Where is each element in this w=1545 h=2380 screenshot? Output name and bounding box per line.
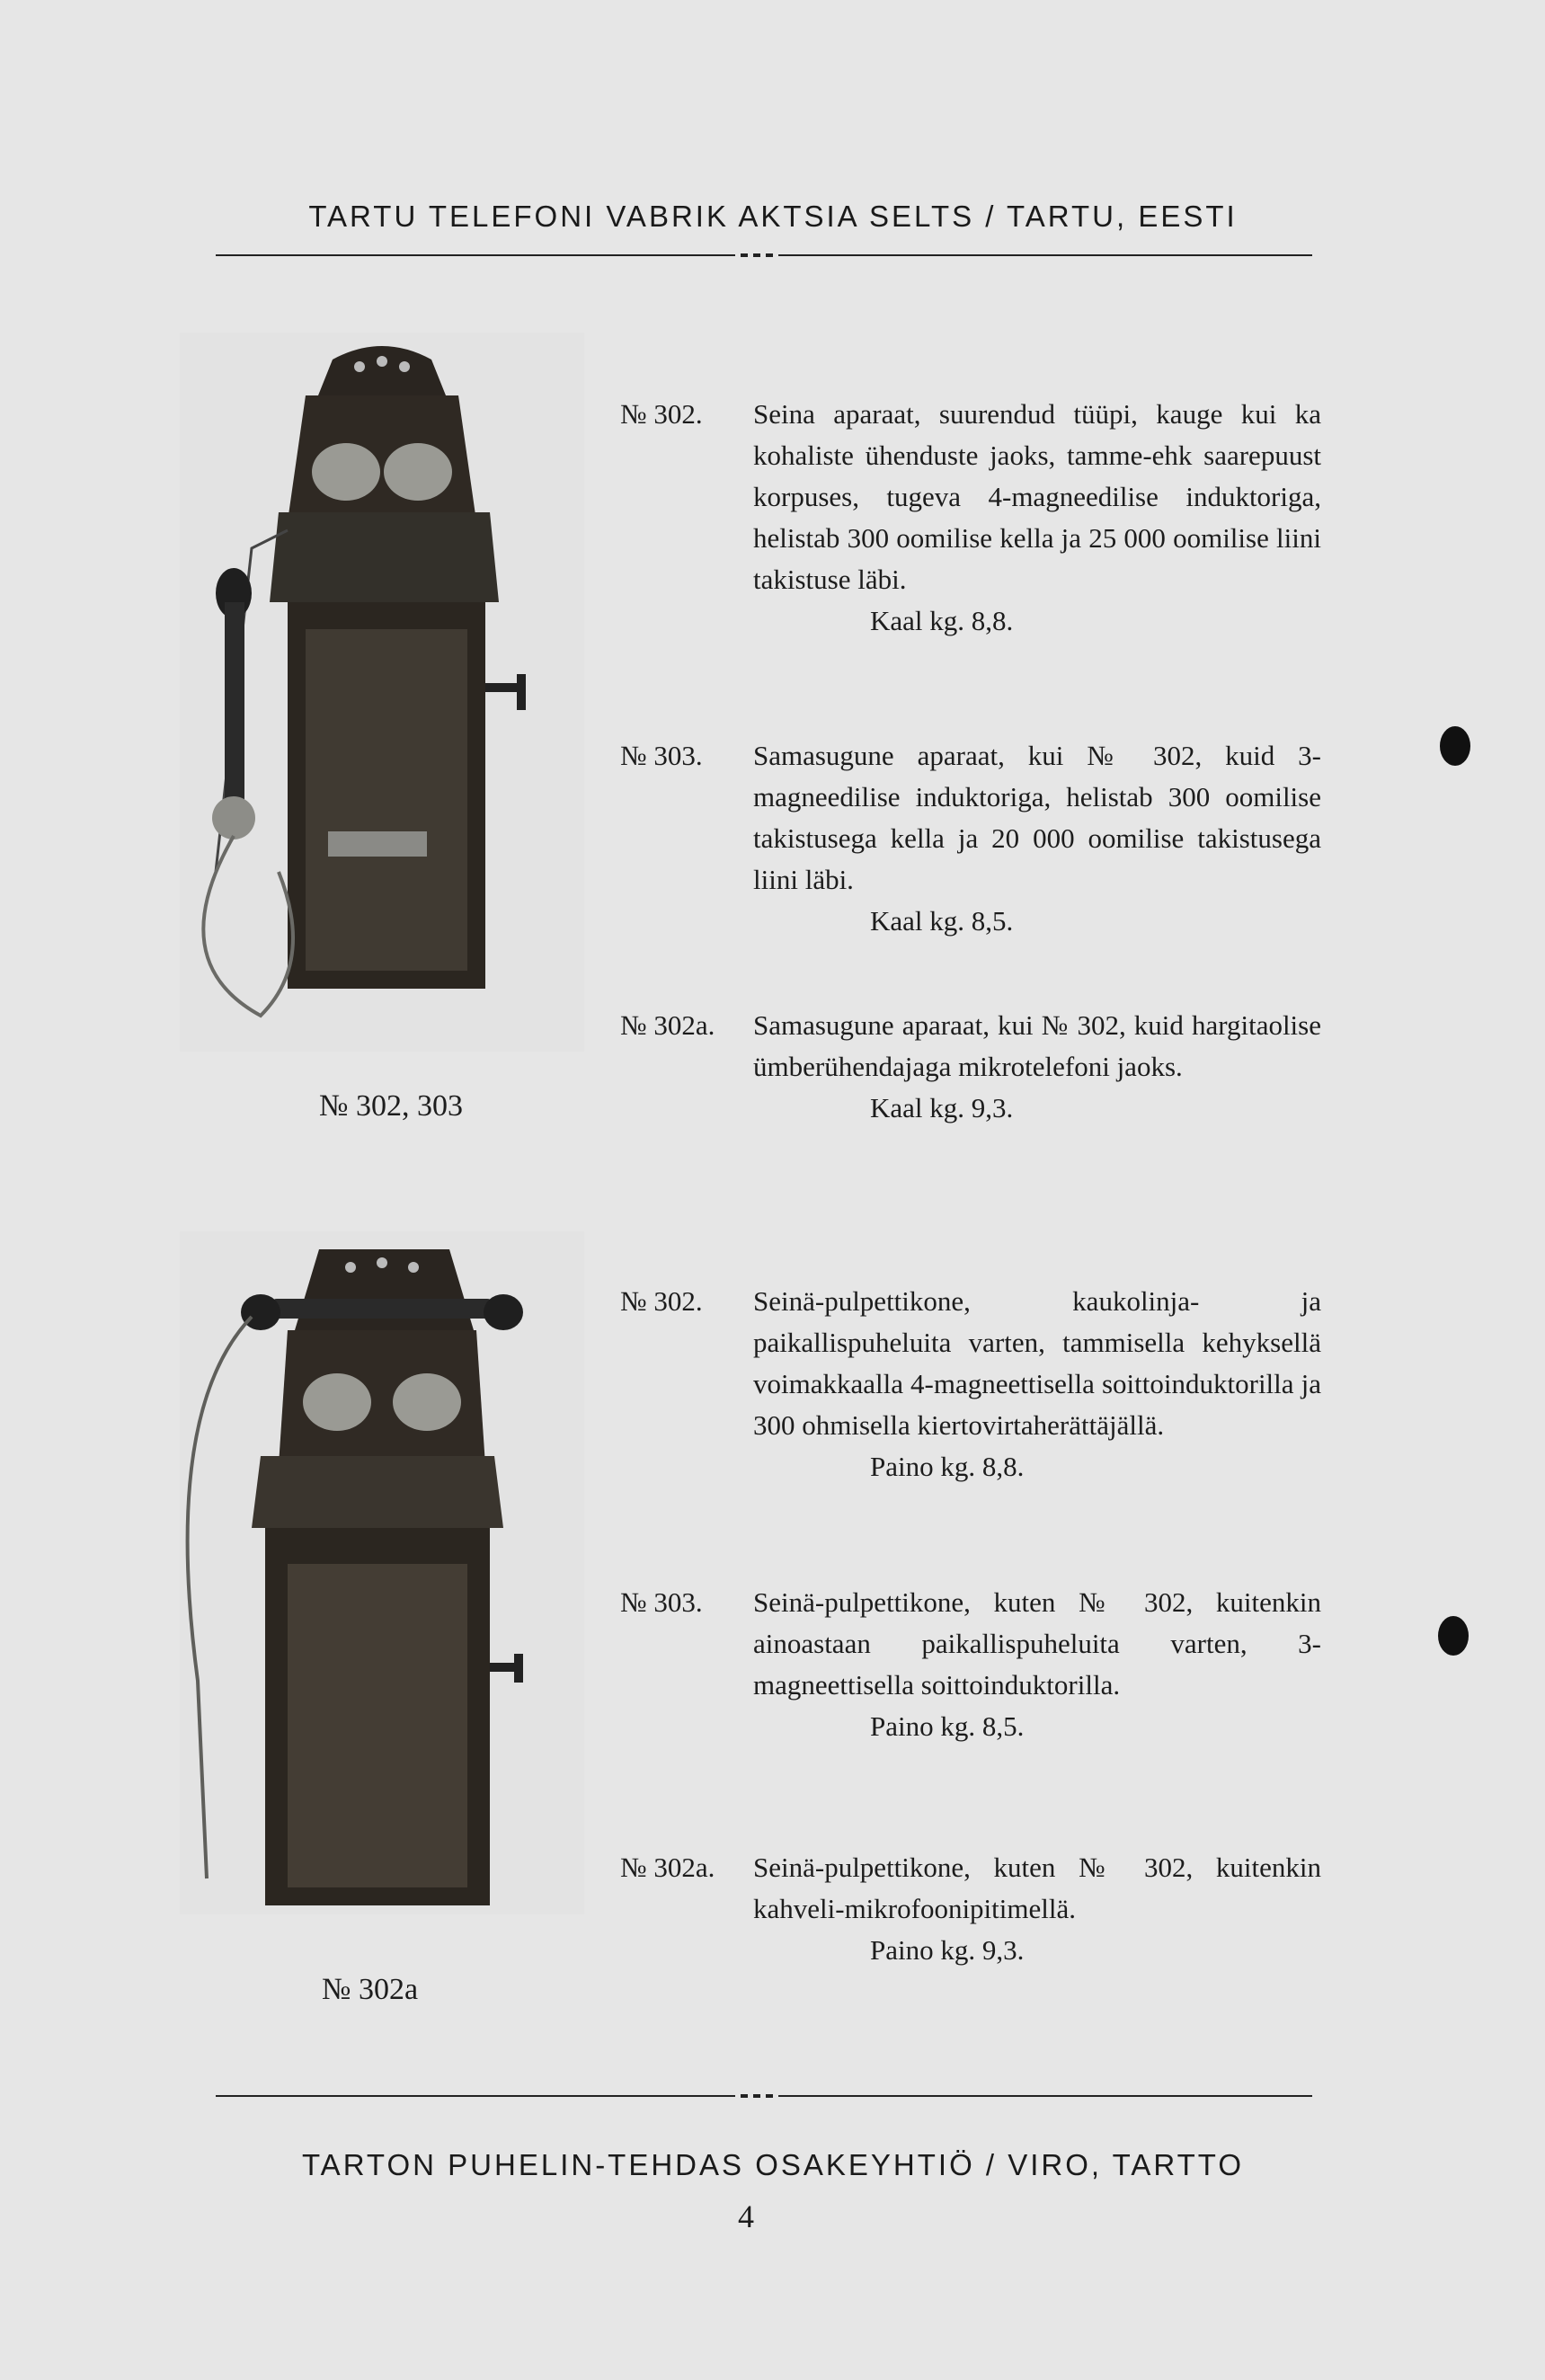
- entry-description: Seina aparaat, suurendud tüüpi, kauge kui ka kohaliste ühenduste jaoks, tamme-ehk saarepuust korpuses, tugeva 4-magneedilise induktoriga, helistab 300 oomilise kella ja 25 000 oomilise liini takistuse läbi.: [753, 398, 1321, 595]
- punch-hole-icon: [1438, 1616, 1469, 1656]
- page-number: 4: [738, 2198, 754, 2234]
- catalog-entry: [620, 1847, 1321, 1971]
- entry-description: Samasugune aparaat, kui № 302, kuid 3-magneedilise induktoriga, helistab 300 oomilise takistusega kella ja 20 000 oomilise takistusega liini läbi.: [753, 740, 1321, 895]
- entry-number: № 303.: [620, 740, 703, 771]
- photo-caption: № 302a: [322, 1973, 419, 2006]
- entry-number: № 302.: [620, 398, 703, 430]
- entry-description: Seinä-pulpettikone, kaukolinja- ja paikallispuheluita varten, tammisella kehyksellä voimakkaalla 4-magneettisella soittoinduktorilla ja 300 ohmisella kiertovirtaherättäjällä.: [753, 1285, 1321, 1441]
- page-header: TARTU TELEFONI VABRIK AKTSIA SELTS / TARTU, EESTI: [308, 200, 1238, 233]
- catalog-entry: [620, 735, 1321, 942]
- entry-number: № 302a.: [620, 1009, 715, 1041]
- wall-desk-telephone-icon: [180, 1231, 584, 1914]
- catalog-entry: [620, 1582, 1321, 1747]
- entry-weight: Kaal kg. 9,3.: [870, 1092, 1014, 1123]
- entry-weight: Paino kg. 8,5.: [870, 1710, 1025, 1742]
- wall-telephone-photo: [180, 333, 584, 1052]
- wall-telephone-icon: [180, 333, 584, 1052]
- entry-number: № 303.: [620, 1586, 703, 1618]
- entry-description: Seinä-pulpettikone, kuten № 302, kuitenkin kahveli-mikrofoonipitimellä.: [753, 1852, 1321, 1924]
- entry-weight: Kaal kg. 8,5.: [870, 905, 1014, 937]
- entry-description: Seinä-pulpettikone, kuten № 302, kuitenkin ainoastaan paikallispuheluita varten, 3-magneettisella soittoinduktorilla.: [753, 1586, 1321, 1701]
- entry-number: № 302.: [620, 1285, 703, 1317]
- footer-rule: [216, 2094, 1312, 2098]
- entry-weight: Paino kg. 9,3.: [870, 1934, 1025, 1966]
- entry-weight: Kaal kg. 8,8.: [870, 605, 1014, 636]
- page-footer: TARTON PUHELIN-TEHDAS OSAKEYHTIÖ / VIRO, TARTTO: [301, 2148, 1245, 2181]
- photo-caption: № 302, 303: [319, 1089, 463, 1123]
- entry-description: Samasugune aparaat, kui № 302, kuid hargitaolise ümberühendajaga mikrotelefoni jaoks.: [753, 1009, 1321, 1082]
- catalog-entry: [620, 1005, 1321, 1129]
- catalog-entry: [620, 1281, 1321, 1488]
- entry-number: № 302a.: [620, 1852, 715, 1883]
- header-rule: [216, 253, 1312, 257]
- wall-desk-telephone-photo: [180, 1231, 584, 1914]
- punch-hole-icon: [1440, 726, 1470, 766]
- entry-weight: Paino kg. 8,8.: [870, 1451, 1025, 1482]
- catalog-entry: [620, 394, 1321, 642]
